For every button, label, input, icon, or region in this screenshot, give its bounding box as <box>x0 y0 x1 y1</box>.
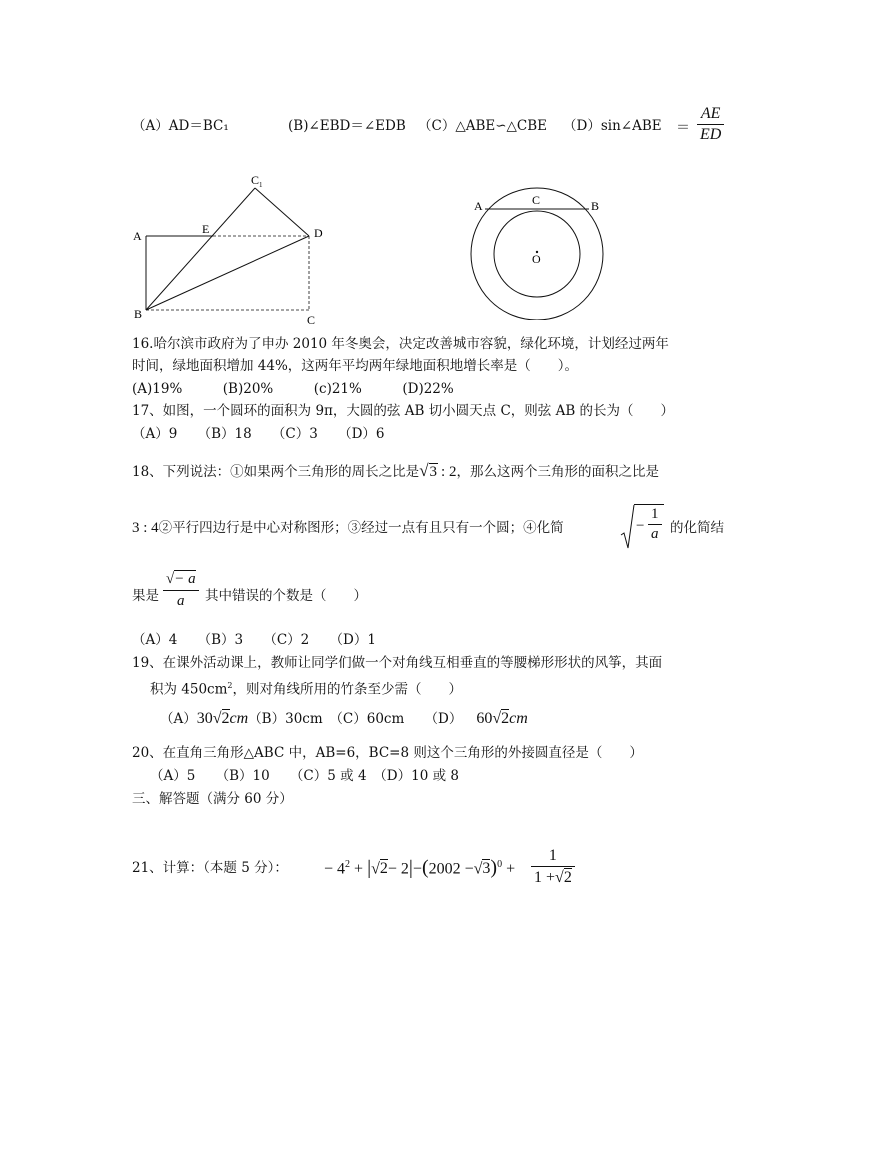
section-3-heading: 三、解答题（满分 60 分） <box>132 791 293 807</box>
q17-line-1: 17、如图，一个圆环的面积为 9π，大圆的弦 AB 切小圆天点 C，则弦 AB 的长为（ ） <box>132 403 675 419</box>
q21-abs-tail: − 2 <box>387 860 409 878</box>
q21-abs-sqrt-sign: √ <box>371 860 380 878</box>
fig1-label-d: D <box>314 226 323 240</box>
q15-d-fraction <box>697 104 724 145</box>
q15-option-a: （A）AD＝BC₁ <box>132 118 229 134</box>
q16-line-1: 16.哈尔滨市政府为了申办 2010 年冬奥会，决定改善城市容貌，绿化环境，计划经过两年 <box>132 336 669 352</box>
q18-l3-fraction <box>163 569 199 612</box>
q21-plus-1: + <box>354 860 364 878</box>
q18-l1-radicand: 3 <box>429 464 438 480</box>
fig1-label-a: A <box>133 229 142 243</box>
fig2-label-c: C <box>532 193 541 207</box>
q18-l1-text: 18、下列说法：①如果两个三角形的周长之比是 <box>132 464 420 480</box>
q18-l1-tail: ，那么这两个三角形的面积之比是 <box>456 464 659 480</box>
q20-options: （A）5 （B）10 （C）5 或 4 （D）10 或 8 <box>150 768 459 784</box>
q21-plus-2: + <box>506 860 516 878</box>
q15-d-denominator: ED <box>700 126 722 143</box>
fig1-label-e: E <box>202 222 210 236</box>
q21-paren-sqrt-sign: √ <box>473 860 483 878</box>
q21-fraction-numerator: 1 <box>531 845 575 867</box>
q17-options: （A）9 （B）18 （C）3 （D）6 <box>132 426 385 442</box>
q15-d-equals: ＝ <box>676 121 690 136</box>
q21-term-1-exp: 2 <box>345 859 351 870</box>
q18-l2-ratio: 3 : 4 <box>132 520 159 536</box>
q18-l3-radicand: − a <box>174 571 196 587</box>
q21-abs-bar-left: | <box>367 856 372 879</box>
q19-options <box>160 710 528 728</box>
q18-l1-ratio: : 2 <box>441 464 457 480</box>
q19-opt-d-coef: 60 <box>476 710 493 727</box>
q18-line-2 <box>132 519 564 537</box>
q21-fraction <box>531 845 575 888</box>
q21-term-1: − 4 <box>324 860 346 878</box>
q19-opt-a-label: （A） <box>160 711 197 727</box>
q20-line-1: 20、在直角三角形△ABC 中，AB=6，BC=8 则这个三角形的外接圆直径是（ ） <box>132 745 643 761</box>
q19-opt-a-radicand: 2 <box>221 710 230 727</box>
q21-paren-right: ) <box>490 856 498 879</box>
q21-den-pre: 1 + <box>534 869 556 886</box>
q19-opt-bc: （B）30cm （C）60cm （D） <box>248 711 463 727</box>
q18-l2-denominator: a <box>651 526 659 542</box>
q15-option-d: （D）sin∠ABE <box>563 118 662 134</box>
fig1-label-b: B <box>134 307 143 321</box>
q18-l3-sqrt-sign: √ <box>166 571 175 587</box>
q21-paren-exp: 0 <box>497 859 503 870</box>
q18-l2-neg: − <box>636 518 645 534</box>
q21-paren-pre: 2002 − <box>428 860 474 878</box>
q21-minus: − <box>412 860 422 878</box>
q18-l3-tail: 其中错误的个数是（ ） <box>205 588 367 604</box>
q19-opt-d-sqrt-sign: √ <box>492 710 502 727</box>
q15-d-numerator: AE <box>697 104 724 125</box>
q19-opt-d-unit: cm <box>509 710 528 727</box>
q18-l2-numerator: 1 <box>648 505 662 525</box>
q18-l3-numerator <box>163 569 199 591</box>
q21-fraction-denominator <box>531 867 575 888</box>
q19-line-2-sup: 2 <box>227 681 233 690</box>
q21-expression <box>324 854 515 880</box>
fig1-label-c: C <box>307 313 316 327</box>
q19-line-2-post: ，则对角线所用的竹条至少需（ ） <box>232 681 463 698</box>
fig2-label-b: B <box>591 199 600 213</box>
q18-l2-radical-sign <box>620 503 636 551</box>
q18-l3-text: 果是 <box>132 588 159 604</box>
q18-l2-text: ②平行四边行是中心对称图形；③经过一点有且只有一个圆；④化简 <box>158 520 564 536</box>
fig1-label-c1: C <box>251 173 260 187</box>
q19-line-2 <box>150 677 462 699</box>
q21-abs-radicand: 2 <box>379 860 388 878</box>
q19-line-1: 19、在课外活动课上，教师让同学们做一个对角线互相垂直的等腰梯形形状的风筝，其面 <box>132 655 663 671</box>
fig2-label-o: O <box>532 252 541 266</box>
q21-paren-left: ( <box>421 856 429 879</box>
fig1-label-c1-sub: 1 <box>259 181 263 189</box>
q19-opt-a-unit: cm <box>229 710 249 727</box>
q19-opt-a-sqrt-sign: √ <box>212 710 222 727</box>
q16-options: (A)19% (B)20% (c)21% (D)22% <box>132 381 454 397</box>
q15-option-c: （C）△ABE∽△CBE <box>418 118 548 134</box>
q18-l2-tail: 的化简结 <box>670 520 724 536</box>
q18-options: （A）4 （B）3 （C）2 （D）1 <box>132 632 376 648</box>
q19-line-2-pre: 积为 450cm <box>150 681 228 698</box>
q18-line-1 <box>132 462 659 481</box>
q21-den-radicand: 2 <box>563 869 572 886</box>
q21-den-sqrt-sign: √ <box>555 869 564 886</box>
q16-line-2: 时间，绿地面积增加 44%，这两年平均两年绿地面积地增长率是（ ）。 <box>132 358 579 374</box>
q18-l3-denominator: a <box>177 593 185 609</box>
q21-abs-bar-right: | <box>408 856 413 879</box>
figure-concentric-circles <box>465 185 615 320</box>
q18-l1-sqrt-sign: √ <box>419 461 429 480</box>
q18-l2-fraction <box>648 505 662 544</box>
q15-option-b: (B)∠EBD＝∠EDB <box>288 118 406 134</box>
fig2-label-a: A <box>474 199 483 213</box>
q21-label: 21、计算：（本题 5 分）： <box>132 860 288 876</box>
q19-opt-a-coef: 30 <box>196 710 213 727</box>
figure-folded-rectangle <box>128 170 338 330</box>
q19-opt-d-radicand: 2 <box>501 710 510 727</box>
q21-paren-radicand: 3 <box>482 860 491 878</box>
